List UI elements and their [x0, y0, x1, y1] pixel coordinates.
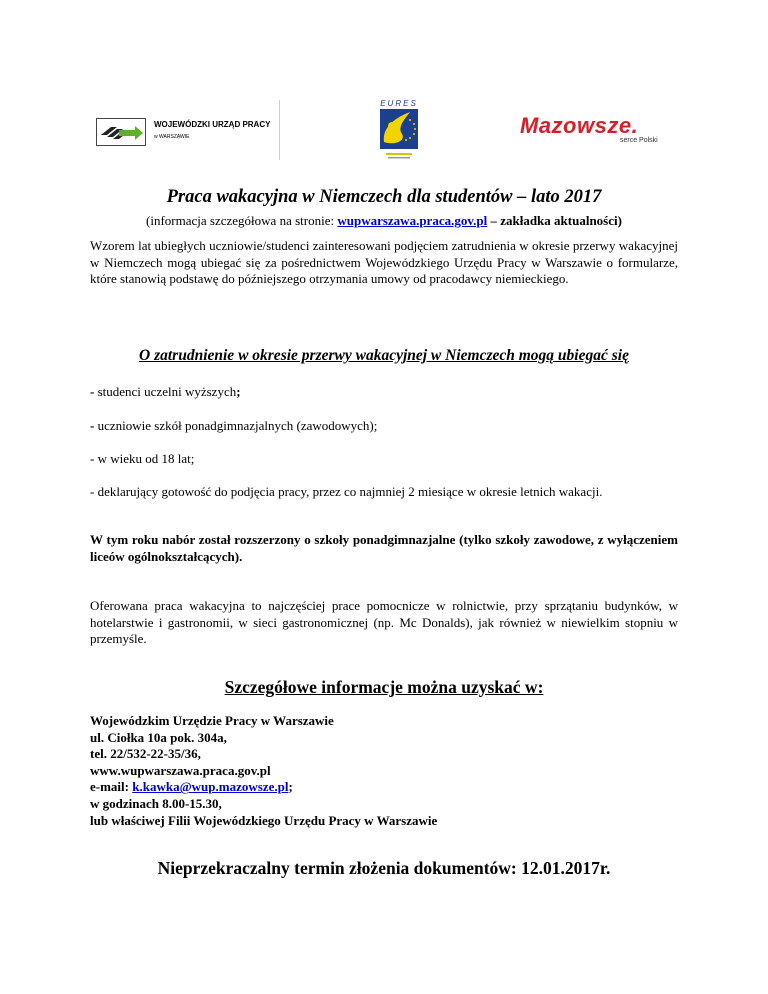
page-subtitle	[0, 213, 768, 229]
eligibility-heading: O zatrudnienie w okresie przerwy wakacyjnej w Niemczech mogą ubiegać się	[139, 347, 629, 364]
contact-office: Wojewódzkim Urzędzie Pracy w Warszawie	[90, 713, 334, 728]
email-link[interactable]: k.kawka@wup.mazowsze.pl	[132, 779, 289, 795]
contact-website: www.wupwarszawa.praca.gov.pl	[90, 762, 271, 778]
eligibility-item: - uczniowie szkół ponadgimnazjalnych (zawodowych);	[90, 418, 378, 433]
wup-logo	[96, 118, 271, 146]
intro-paragraph: Wzorem lat ubiegłych uczniowie/studenci zainteresowani podjęciem zatrudnienia w okresie przerwy wakacyjnej w Niemczech mogą ubiegać się za pośrednictwem Wojewódzkiego Urzędu Pracy w Warszawie o formularze, które stanowią podstawę do późniejszego otrzymania umowy od pracodawcy niemieckiego.	[90, 238, 678, 286]
offer-paragraph: Oferowana praca wakacyjna to najczęściej prace pomocnicze w rolnictwie, przy sprzątaniu budynków, w hotelarstwie i gastronomii, w sieci gastronomicznej (np. Mc Donalds), jak również w niewielkim stopniu w przemyśle.	[90, 598, 678, 646]
contact-phone: tel. 22/532-22-35/36,	[90, 746, 201, 762]
subtitle-prefix: (informacja szczegółowa na stronie:	[146, 213, 338, 228]
header-divider	[279, 100, 280, 160]
wup-logo-title: WOJEWÓDZKI URZĄD PRACY	[154, 120, 271, 129]
mazowsze-tagline: serce Polski	[620, 137, 658, 144]
page-title: Praca wakacyjna w Niemczech dla studentów – lato 2017	[166, 187, 602, 207]
subtitle-suffix: – zakładka aktualności)	[487, 213, 622, 228]
contact-email-line: e-mail: k.kawka@wup.mazowsze.pl;	[90, 779, 293, 795]
wup-arrows-icon	[96, 118, 146, 146]
deadline: Nieprzekraczalny termin złożenia dokumentów: 12.01.2017r.	[157, 858, 611, 878]
eligibility-item: - deklarujący gotowość do podjęcia pracy, przez co najmniej 2 miesiące w okresie letnich wakacji.	[90, 484, 603, 499]
website-link[interactable]: wupwarszawa.praca.gov.pl	[337, 213, 488, 228]
contact-hours: w godzinach 8.00-15.30,	[90, 795, 222, 811]
contact-address: ul. Ciołka 10a pok. 304a,	[90, 729, 227, 745]
eures-logo	[372, 98, 426, 164]
eligibility-item: - studenci uczelni wyższych;	[90, 384, 241, 399]
recruitment-note: W tym roku nabór został rozszerzony o szkoły ponadgimnazjalne (tylko szkoły zawodowe, z wyłączeniem liceów ogólnokształcących).	[90, 532, 678, 564]
contact-branch: lub właściwej Filii Wojewódzkiego Urzędu Pracy w Warszawie	[90, 812, 438, 828]
wup-logo-subtitle: w WARSZAWIE	[154, 134, 190, 140]
mazowsze-logo	[520, 113, 680, 149]
mazowsze-logo-text: Mazowsze.	[520, 113, 639, 138]
eligibility-item: - w wieku od 18 lat;	[90, 451, 195, 466]
contact-block	[90, 713, 690, 829]
email-label: e-mail:	[90, 779, 133, 795]
details-heading: Szczegółowe informacje można uzyskać w:	[224, 677, 544, 697]
eures-logo-text: EURES	[380, 99, 418, 108]
